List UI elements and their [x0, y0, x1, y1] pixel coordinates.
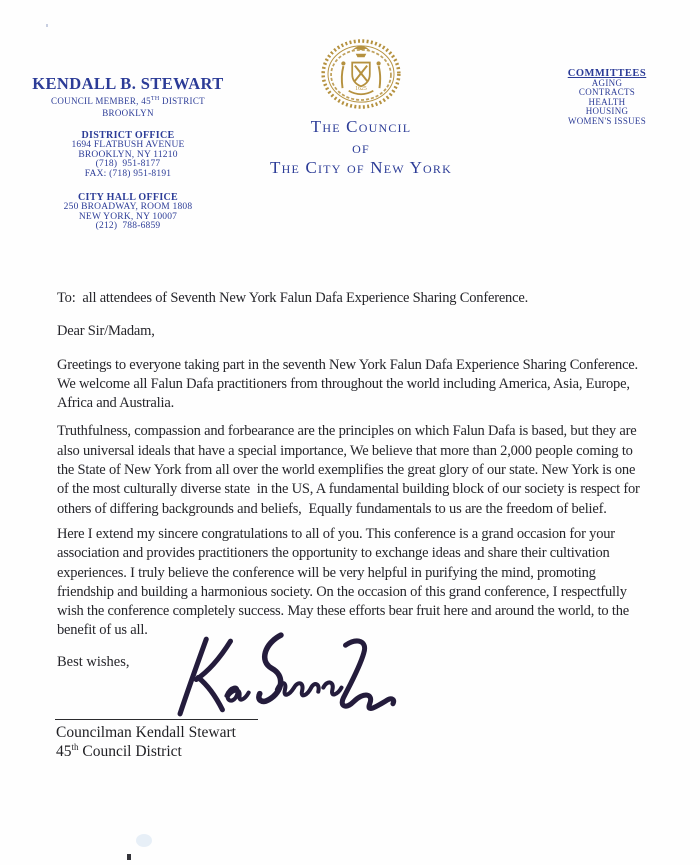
district-office-heading: DISTRICT OFFICE: [81, 130, 175, 141]
city-hall-phone: (212) 788-6859: [95, 221, 161, 232]
committee-item: HEALTH: [588, 96, 626, 107]
body-line: wish the conference completely success. May these efforts bear fruit here and around the world, to the: [57, 603, 630, 620]
letterhead-center: [255, 36, 467, 179]
district-office-phone: (718) 951-8177: [95, 159, 161, 170]
body-line: Greetings to everyone taking part in the seventh New York Falun Dafa Experience Sharing Conference.: [57, 356, 638, 373]
scan-artifact: [46, 24, 48, 27]
city-hall-address: 250 BROADWAY, ROOM 1808: [63, 201, 193, 212]
council-title-line2: of: [352, 137, 370, 157]
to-line: To: all attendees of Seventh New York Falun Dafa Experience Sharing Conference.: [57, 290, 529, 306]
paragraph-greetings: [57, 356, 697, 414]
committee-item: AGING: [591, 78, 623, 88]
council-title-line1: The Council: [310, 117, 412, 136]
body-line: benefit of us all.: [57, 622, 148, 639]
council-title: [255, 117, 467, 179]
body-line: of the most culturally diverse state in the US, A fundamental building block of our society is respect for: [57, 481, 640, 498]
borough-label: BROOKLYN: [102, 108, 154, 118]
handwritten-signature-ken-stewart: [176, 631, 398, 727]
body-line: others of differing backgrounds and beliefs, Equally fundamentals to us are the freedom of belief.: [57, 500, 607, 517]
body-line: experiences. I truly believe the conference will be very helpful in purifying the mind, promoting: [57, 564, 596, 581]
body-line: also universal ideals that have a special importance, We believe that more than 2,000 people coming to: [57, 442, 633, 459]
signature-rule: [55, 719, 258, 720]
body-line: the State of New York from all over the world exemplifies the great glory of our state. New York is one: [57, 462, 636, 479]
district-office-fax: FAX: (718) 951-8191: [84, 169, 172, 180]
committee-item: HOUSING: [585, 106, 629, 117]
scan-artifact: [136, 834, 152, 847]
letterhead-committees: [534, 68, 680, 126]
district-office-address: BROOKLYN, NY 11210: [78, 149, 178, 160]
signer-district: 45th Council District: [56, 742, 182, 761]
body-line: We welcome all Falun Dafa practitioners from throughout the world including America, Asia, Europe,: [57, 375, 630, 392]
body-line: friendship and building a harmonious society. On the occasion of this grand conference, I respectfully: [57, 583, 627, 600]
letter-body: [57, 289, 697, 641]
city-hall-address: NEW YORK, NY 10007: [78, 211, 178, 222]
city-hall-office-heading: CITY HALL OFFICE: [78, 191, 178, 203]
committees-heading: COMMITTEES: [567, 68, 647, 79]
letterhead-left: [12, 74, 244, 232]
seal-year: 1625: [355, 85, 367, 92]
closing-line: Best wishes,: [57, 654, 130, 670]
body-line: association and provides practitioners the opportunity to exchange ideas and share their cultivation: [57, 545, 610, 562]
body-line: Here I extend my sincere congratulations to all of you. This conference is a grand occasion for your: [57, 525, 615, 542]
district-office-address: 1694 FLATBUSH AVENUE: [71, 140, 185, 150]
member-district-line: COUNCIL MEMBER, 45TH DISTRICT: [51, 96, 205, 106]
nyc-council-seal-icon: [317, 36, 405, 112]
scan-artifact: [127, 854, 131, 860]
committee-item: CONTRACTS: [578, 87, 636, 98]
paragraph-principles: [57, 422, 697, 518]
body-line: Truthfulness, compassion and forbearance are the principles on which Falun Dafa is based, but they are: [57, 423, 637, 440]
paragraph-congratulations: [57, 525, 697, 641]
salutation: Dear Sir/Madam,: [57, 323, 155, 340]
body-line: Africa and Australia.: [57, 395, 174, 412]
council-title-line3: The City of New York: [270, 158, 452, 177]
committee-item: WOMEN'S ISSUES: [567, 115, 647, 126]
signer-name: Councilman Kendall Stewart: [56, 724, 236, 741]
council-member-name: KENDALL B. STEWART: [32, 74, 224, 93]
